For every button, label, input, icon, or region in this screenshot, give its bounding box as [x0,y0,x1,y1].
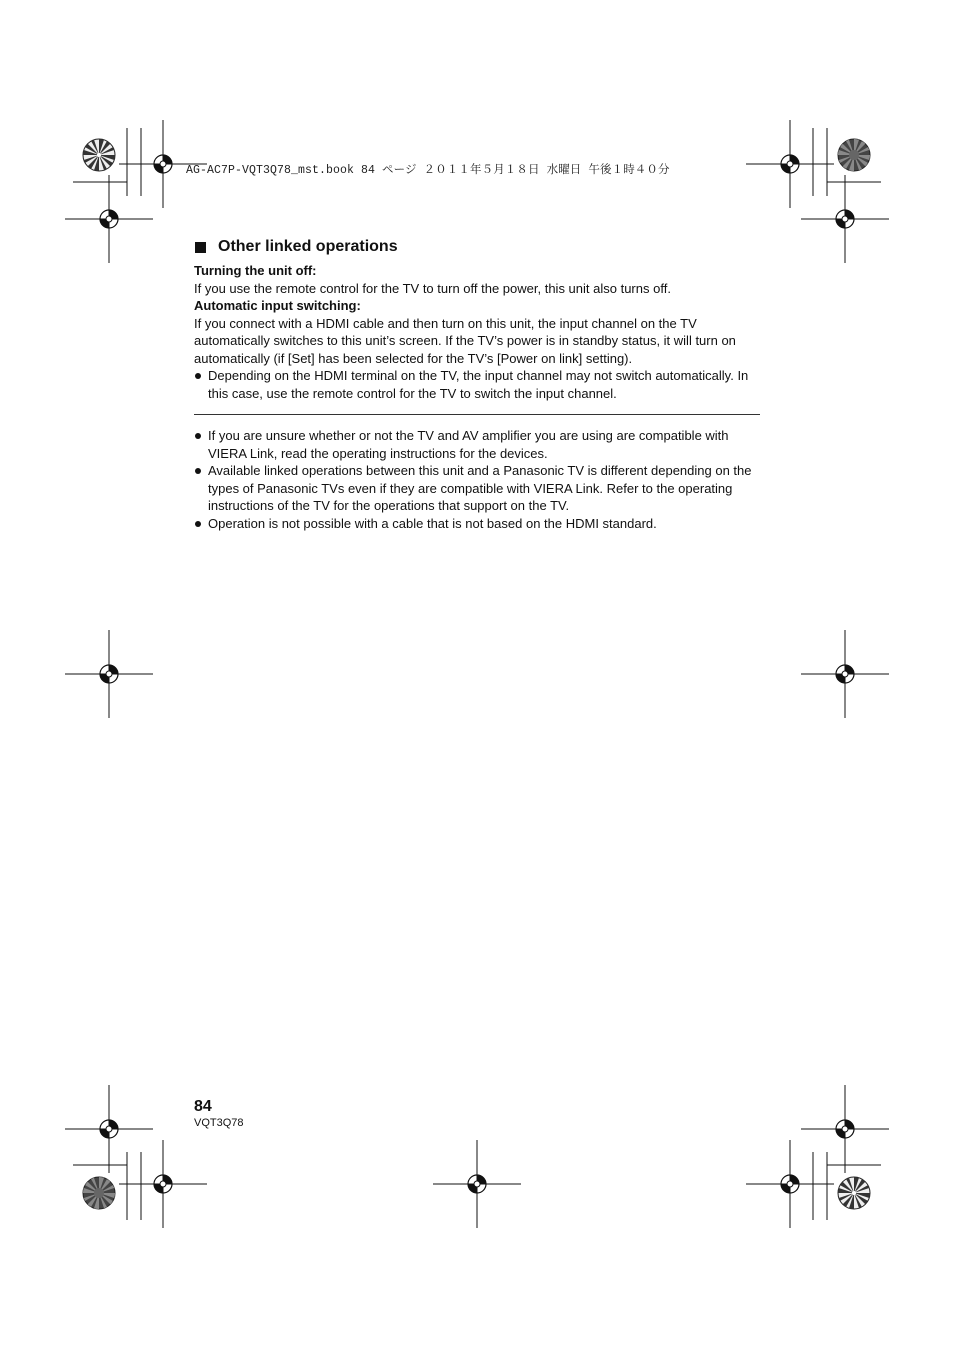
page-number: 84 [194,1098,212,1115]
list-item [194,367,760,402]
main-content [194,238,760,532]
note-text: If you are unsure whether or not the TV and AV amplifier you are using are compatible with VIERA Link, read the operating instructions for the devices. [208,428,729,461]
list-item [194,515,760,533]
list-item [194,462,760,515]
print-header: AG-AC7P-VQT3Q78_mst.book 84 ページ ２０１１年５月１８日 水曜日 午後１時４０分 [186,164,670,177]
document-code: VQT3Q78 [194,1117,244,1129]
bullet-icon [195,521,201,527]
bullet-text: Depending on the HDMI terminal on the TV, the input channel may not switch automatically. In this case, use the remote control for the TV to switch the input channel. [208,368,749,401]
bullet-icon [195,433,201,439]
turning-off-text: If you use the remote control for the TV to turn off the power, this unit also turns off. [194,280,671,296]
divider [194,414,760,415]
auto-input-label: Automatic input switching: [194,298,361,313]
auto-input-text: If you connect with a HDMI cable and then turn on this unit, the input channel on the TV automatically switches to this unit’s screen. If the TV’s power is in standby status, it will turn on automatically (if [Set] has been selected for the TV’s [Power on link] setting). [194,315,736,366]
bullet-icon [195,373,201,379]
turning-off-label: Turning the unit off: [194,263,317,278]
square-bullet-icon [195,242,206,253]
section-title: Other linked operations [218,238,398,255]
note-text: Available linked operations between this unit and a Panasonic TV is different depending on the types of Panasonic TVs even if they are compatible with VIERA Link. Refer to the operating instructions of the TV for the operations that support on the TV. [208,463,752,513]
list-item [194,427,760,462]
section-heading [194,238,760,256]
bullet-icon [195,468,201,474]
note-text: Operation is not possible with a cable that is not based on the HDMI standard. [208,515,657,531]
